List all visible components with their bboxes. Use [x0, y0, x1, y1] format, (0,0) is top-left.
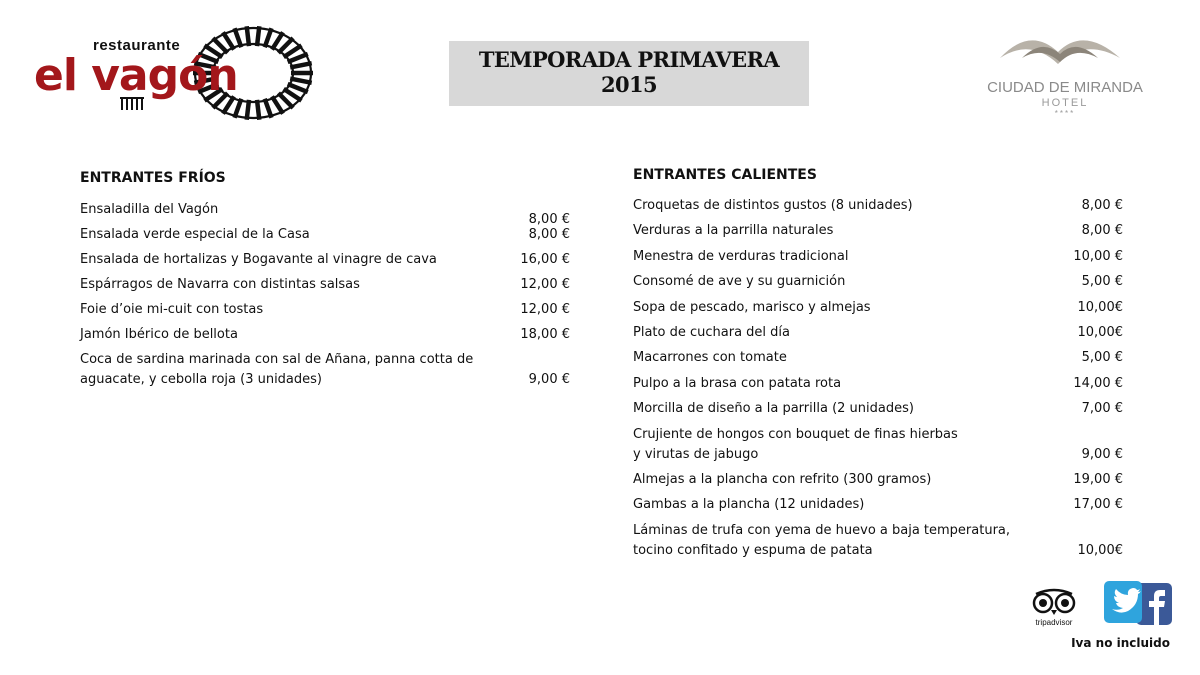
menu-item-price: 12,00 €: [520, 277, 570, 292]
railway-tie: [235, 28, 242, 47]
menu-item: [80, 325, 570, 345]
menu-item-name: Espárragos de Navarra con distintas salsas: [80, 277, 360, 292]
hot-starters-list: [633, 196, 1123, 561]
menu-item-price: 5,00 €: [1081, 350, 1123, 366]
twitter-bird-icon[interactable]: [1104, 581, 1142, 623]
season-title: TEMPORADA PRIMAVERA 2015: [478, 47, 780, 97]
menu-item-price: 8,00 €: [528, 227, 570, 242]
menu-item: [633, 221, 1123, 241]
railway-tie: [290, 79, 312, 83]
menu-item: [80, 250, 570, 270]
menu-item-name: Ensalada verde especial de la Casa: [80, 227, 310, 242]
restaurant-logo: [30, 12, 320, 137]
logo-small-text: restaurante: [93, 37, 181, 54]
menu-item: [633, 521, 1123, 561]
menu-item-price: 10,00€: [1077, 542, 1123, 558]
menu-item: [633, 272, 1123, 292]
railway-tie: [265, 99, 272, 118]
menu-item-name: Sopa de pescado, marisco y almejas: [633, 299, 871, 315]
railway-tie: [247, 100, 249, 120]
railway-tie: [235, 99, 242, 118]
menu-item-name: Almejas a la plancha con refrito (300 gramos): [633, 471, 932, 487]
menu-item-name: Pulpo a la brasa con patata rota: [633, 375, 842, 391]
menu-item-name: Láminas de trufa con yema de huevo a baja temperatura, tocino confitado y espuma de patata: [633, 522, 1011, 558]
railway-tie: [257, 100, 259, 120]
section-title-hot: ENTRANTES CALIENTES: [633, 167, 817, 183]
menu-item: [633, 470, 1123, 490]
menu-item-price: 10,00€: [1077, 299, 1123, 315]
railway-tie: [247, 26, 249, 46]
menu-item-price: 7,00 €: [1081, 401, 1123, 417]
hot-starters-section: [633, 165, 1123, 566]
menu-item: [633, 298, 1123, 318]
social-icons: [1104, 581, 1174, 627]
menu-item-name: Plato de cuchara del día: [633, 324, 790, 340]
menu-item-name: Ensalada de hortalizas y Bogavante al vinagre de cava: [80, 252, 437, 267]
menu-item-price: 17,00 €: [1073, 497, 1123, 513]
menu-item: [80, 350, 570, 390]
cold-starters-list: [80, 200, 570, 390]
menu-item-name: Ensaladilla del Vagón: [80, 202, 219, 217]
menu-item-price: 8,00 €: [1081, 198, 1123, 213]
menu-item: [633, 495, 1123, 515]
railway-tie: [265, 28, 272, 47]
hotel-stars: ****: [1054, 109, 1076, 118]
menu-item-name: Verduras a la parrilla naturales: [633, 223, 834, 239]
hotel-name: CIUDAD DE MIRANDA: [987, 79, 1143, 96]
menu-item-name: Foie d’oie mi-cuit con tostas: [80, 302, 264, 317]
season-banner: [449, 41, 809, 106]
menu-item-name: Jamón Ibérico de bellota: [80, 327, 238, 342]
menu-item-name: Coca de sardina marinada con sal de Añana, panna cotta de aguacate, y cebolla roja (3 unidades): [80, 352, 474, 387]
tax-note: Iva no incluido: [1071, 636, 1170, 650]
menu-item-price: 9,00 €: [528, 372, 570, 387]
menu-item-price: 8,00 €: [1081, 223, 1123, 239]
menu-item: [633, 247, 1123, 267]
menu-item: [633, 323, 1123, 343]
menu-item-price: 12,00 €: [520, 302, 570, 317]
cold-starters-section: [80, 168, 570, 395]
menu-item: [80, 300, 570, 320]
tripadvisor-owl-icon: [1034, 590, 1074, 615]
menu-item-name: Consomé de ave y su guarnición: [633, 274, 846, 290]
tripadvisor-label: tripadvisor: [1035, 618, 1073, 627]
menu-item-price: 9,00 €: [1081, 446, 1123, 462]
menu-item-price: 5,00 €: [1081, 274, 1123, 290]
menu-item-name: Croquetas de distintos gustos (8 unidades): [633, 198, 913, 213]
menu-item: [633, 374, 1123, 394]
railway-tie: [257, 26, 259, 46]
menu-item-price: 18,00 €: [520, 327, 570, 342]
section-title-cold: ENTRANTES FRÍOS: [80, 170, 226, 186]
menu-item-name: Menestra de verduras tradicional: [633, 248, 849, 264]
menu-item: [80, 275, 570, 295]
hotel-subtitle: HOTEL: [1041, 97, 1089, 109]
menu-item-price: 14,00 €: [1073, 375, 1123, 391]
menu-item-name: Macarrones con tomate: [633, 350, 787, 366]
menu-item-price: 19,00 €: [1073, 471, 1123, 487]
menu-item: [633, 399, 1123, 419]
menu-item: [633, 348, 1123, 368]
hotel-logo: [980, 28, 1150, 123]
menu-item-name: Morcilla de diseño a la parrilla (2 unidades): [633, 401, 914, 417]
menu-item-price: 16,00 €: [520, 252, 570, 267]
railway-tie: [290, 63, 312, 67]
menu-item-price: 10,00€: [1077, 324, 1123, 340]
menu-item-price: 8,00 €: [528, 212, 570, 227]
menu-item: [633, 425, 1123, 465]
menu-item: [633, 196, 1123, 216]
tripadvisor-logo[interactable]: [1028, 588, 1080, 630]
menu-item: [80, 225, 570, 245]
menu-item-name: Crujiente de hongos con bouquet de finas hierbas y virutas de jabugo: [633, 426, 958, 462]
menu-item-name: Gambas a la plancha (12 unidades): [633, 497, 865, 513]
mountain-icon: [1000, 40, 1120, 64]
menu-item: [80, 200, 570, 227]
logo-big-text: el vagón: [34, 50, 238, 101]
menu-item-price: 10,00 €: [1073, 248, 1123, 264]
